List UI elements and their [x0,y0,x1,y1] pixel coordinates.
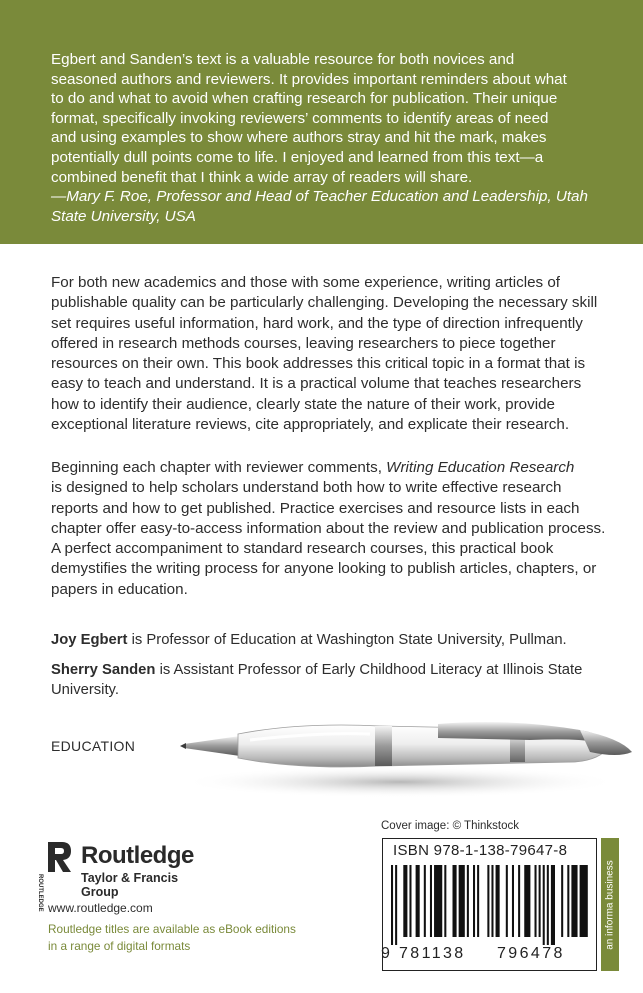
description-line: demystifies the writing process for anyone looking to publish articles, chapters, or [51,560,597,578]
description-paragraph-2 [51,458,623,600]
endorsement-line: Egbert and Sanden’s text is a valuable resource for both novices and [51,51,515,68]
endorsement-line: combined benefit that I think a wide array of readers will share. [51,168,473,186]
barcode-bar [409,865,411,937]
barcode-bar [506,865,508,937]
description-line: offered in research methods courses, leaving researchers to piece together [51,334,556,352]
description-line: easy to teach and understand. It is a practical volume that teaches researchers [51,375,582,393]
description-line: is designed to help scholars understand both how to write effective research [51,479,562,497]
barcode-digit-first: 9 [381,945,393,962]
barcode-bar [524,865,530,937]
author-name: Sherry Sanden [51,662,156,678]
barcode-bar [491,865,493,937]
barcode-bar [467,865,469,937]
barcode-bar [453,865,457,937]
ebook-note [48,921,298,955]
barcode-bar [512,865,514,937]
description-line: how to identify their audience, clearly state the nature of their work, provide [51,395,555,413]
barcode-digit-group: 781138 [399,945,466,962]
endorsement-line: format, specifically invoking reviewers’ comments to identify areas of need [51,109,549,127]
barcode-bar [434,865,442,937]
barcode-bar [571,865,577,937]
endorsement-line: potentially dull points come to life. I enjoyed and learned from this text—a [51,148,544,166]
barcode-bar [444,865,446,937]
author-bio-text: is Assistant Professor of Early Childhood Literacy at Illinois State [155,662,583,678]
ebook-note-line: Routledge titles are available as eBook editions [48,922,296,936]
routledge-spine-mark: ROUTLEDGE [37,874,43,912]
barcode [382,838,597,971]
ebook-note-line: in a range of digital formats [48,939,191,953]
endorsement-band [0,0,643,244]
author-name: Joy Egbert [51,632,128,648]
barcode-icon [391,865,589,945]
endorsement-line: seasoned authors and reviewers. It provides important reminders about what [51,70,567,88]
endorsement-attribution: —Mary F. Roe, Professor and Head of Teacher Education and Leadership, Utah [51,188,588,206]
author-bio [51,660,623,700]
pen-icon [180,712,640,804]
publisher-subline: Taylor & Francis Group [81,871,179,899]
description-line: chapter offer easy-to-access information about the review and publication process. [51,519,606,537]
informa-strip [601,838,619,971]
author-bio-line [51,660,623,680]
barcode-bar [473,865,475,937]
barcode-bar [487,865,489,937]
description-line: resources on their own. This book addresses this critical topic in a format that is [51,355,586,373]
endorsement-line: and using examples to show where authors stray and hit the mark, makes [51,129,547,147]
barcode-bar [543,865,545,945]
barcode-digits [383,945,596,969]
description-line: reports and how to get published. Practice exercises and resource lists in each [51,499,580,517]
barcode-bar [403,865,407,937]
barcode-bar [459,865,465,937]
barcode-bar [424,865,426,937]
endorsement-attribution: State University, USA [51,207,196,225]
barcode-digit-group: 796478 [497,945,565,962]
cover-image-credit: Cover image: © Thinkstock [381,820,520,832]
description-line: publishable quality can be particularly challenging. Developing the necessary skill [51,294,598,312]
barcode-bar [496,865,500,937]
description-line: A perfect accompaniment to standard research courses, this practical book [51,540,554,558]
publisher-name: Routledge [81,842,194,869]
isbn-label: ISBN 978-1-138-79647-8 [393,842,568,859]
barcode-bar [547,865,549,945]
barcode-bar [551,865,555,945]
author-bio-line: University. [51,682,119,698]
book-title: Writing Education Research [386,459,575,476]
barcode-bar [518,865,520,937]
barcode-bar [580,865,588,937]
description-line: set requires useful information, hard work, and the type of direction infrequently [51,314,583,332]
barcode-bar [561,865,563,937]
routledge-logo-icon [46,840,74,890]
barcode-bar [416,865,420,937]
barcode-bar [477,865,479,937]
subject-category: EDUCATION [51,738,136,754]
barcode-bar [539,865,541,937]
barcode-bar [535,865,537,937]
informa-label: an informa business [604,859,616,950]
description-line [51,458,623,478]
author-bio-text: is Professor of Education at Washington State University, Pullman. [127,632,567,648]
endorsement-quote [51,50,611,226]
description-text: Beginning each chapter with reviewer comments, [51,459,387,476]
barcode-bar [395,865,397,945]
description-line: exceptional literature reviews, cite appropriately, and explicate their research. [51,416,570,434]
barcode-bar [391,865,393,945]
description-paragraph-1 [51,273,623,435]
barcode-bar [567,865,569,937]
endorsement-line: to do and what to avoid when crafting research for publication. Their unique [51,90,558,108]
author-bio [51,630,623,650]
barcode-bar [430,865,432,937]
publisher-website[interactable]: www.routledge.com [48,901,153,915]
description-line: For both new academics and those with some experience, writing articles of [51,274,561,291]
description-line: papers in education. [51,580,188,598]
